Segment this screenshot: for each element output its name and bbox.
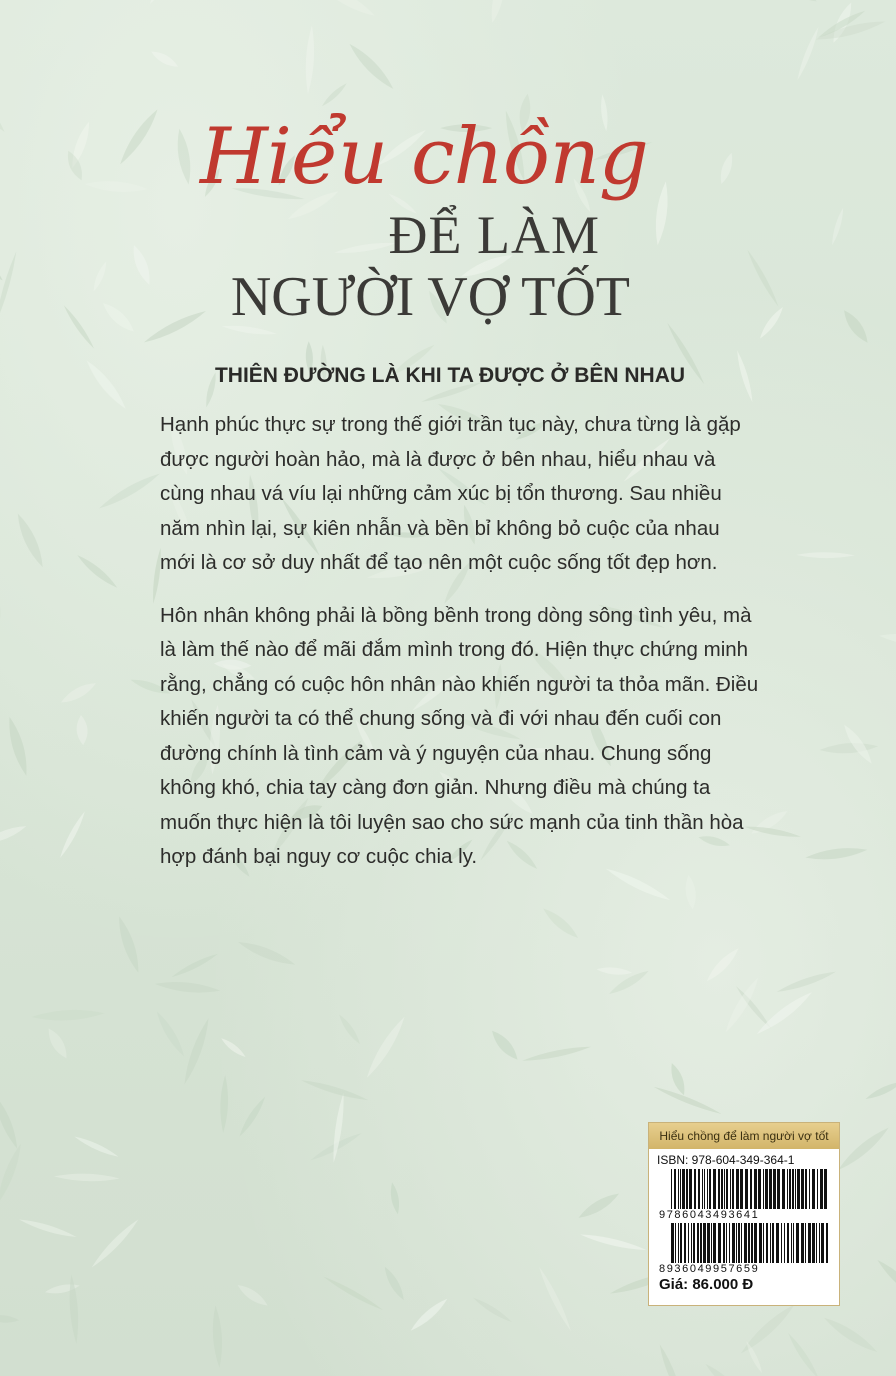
leaf-shape	[73, 1134, 120, 1160]
leaf-shape	[819, 741, 878, 755]
barcode-bar	[738, 1223, 740, 1263]
barcode-bar	[763, 1223, 764, 1263]
barcode-bar	[784, 1223, 785, 1263]
blurb-paragraph-2: Hôn nhân không phải là bồng bềnh trong dòng sông tình yêu, mà là làm thế nào để mãi đắm mình trong đó. Hiện thực chứng minh rằng, chẳng có cuộc hôn nhân nào khiến người ta thỏa mãn. Điều khiến người ta có thể chung sống và đi với nhau đến cuối con đường chính là tình cảm và ý nguyện của nhau. Chung sống không khó, chia tay càng đơn giản. Nhưng điều mà chúng ta muốn thực hiện là tôi luyện sao cho sức mạnh của tinh thần hòa hợp đánh bại nguy cơ cuộc chia ly.	[160, 603, 759, 868]
leaf-shape	[757, 305, 786, 340]
leaf-shape	[83, 358, 129, 412]
title-line-2: NGƯỜI VỢ TỐT	[230, 266, 630, 328]
barcode-bar	[703, 1223, 706, 1263]
leaf-shape	[0, 1142, 25, 1205]
leaf-shape	[796, 552, 855, 558]
barcode-bar	[795, 1169, 796, 1209]
barcode-bar	[787, 1169, 788, 1209]
barcode-bar	[772, 1223, 774, 1263]
barcode-bar	[791, 1223, 792, 1263]
barcode-bar	[812, 1169, 815, 1209]
isbn-text: ISBN: 978-604-349-364-1	[657, 1153, 795, 1167]
leaf-shape	[653, 181, 671, 246]
leaf-shape	[236, 938, 297, 970]
barcode-bar	[792, 1169, 794, 1209]
barcode-bar	[754, 1223, 757, 1263]
leaf-shape	[795, 26, 821, 82]
barcode-bar	[726, 1169, 728, 1209]
barcode-bar	[718, 1169, 720, 1209]
barcode-bar	[750, 1169, 752, 1209]
barcode-bar	[748, 1223, 750, 1263]
barcode-bar	[745, 1169, 748, 1209]
leaf-shape	[149, 48, 180, 70]
leaf-shape	[835, 1124, 892, 1174]
leaf-shape	[805, 845, 868, 862]
barcode-bar	[707, 1169, 708, 1209]
leaf-shape	[722, 975, 762, 1034]
leaf-shape	[0, 822, 28, 847]
leaf-shape	[304, 25, 316, 94]
leaf-shape	[652, 1084, 722, 1116]
leaf-shape	[576, 1189, 622, 1222]
barcode-bar	[801, 1223, 804, 1263]
barcode-bar	[796, 1223, 799, 1263]
leaf-shape	[0, 72, 9, 135]
leaf-shape	[59, 679, 99, 707]
leaf-shape	[874, 1257, 896, 1305]
leaf-shape	[170, 951, 219, 979]
barcode-bar	[730, 1169, 731, 1209]
barcode-bar	[709, 1169, 711, 1209]
leaf-shape	[522, 1044, 592, 1064]
leaf-shape	[337, 1013, 363, 1046]
barcode-bar	[759, 1223, 762, 1263]
leaf-shape	[146, 0, 195, 7]
leaf-shape	[142, 307, 208, 346]
barcode-bar	[697, 1223, 699, 1263]
leaf-shape	[657, 1343, 685, 1376]
leaf-shape	[840, 307, 872, 346]
barcode-bar	[671, 1223, 674, 1263]
leaf-shape	[322, 1274, 384, 1312]
barcode-bar	[765, 1169, 768, 1209]
leaf-shape	[76, 715, 89, 746]
leaf-shape	[579, 1231, 647, 1253]
leaf-shape	[381, 1265, 407, 1302]
barcode-bar	[721, 1169, 723, 1209]
barcode-bar	[723, 1223, 725, 1263]
title-line-1: ĐỂ LÀM	[388, 205, 600, 265]
barcode-bar	[713, 1169, 716, 1209]
blurb-paragraph-1: Hạnh phúc thực sự trong thế giới trần tục này, chưa từng là gặp được người hoàn hảo, mà là được ở bên nhau, hiểu nhau và cùng nhau vá víu lại những cảm xúc bị tổn thương. Sau nhiều năm nhìn lại, sự kiên nhẫn và bền bỉ không bỏ cuộc của nhau mới là cơ sở duy nhất để tạo nên một cuộc sống tốt đẹp hơn.	[160, 413, 741, 574]
leaf-shape	[596, 966, 632, 976]
barcode-bar	[713, 1223, 716, 1263]
barcode-bar	[702, 1169, 703, 1209]
barcode-bar	[773, 1169, 776, 1209]
barcode-bar	[726, 1223, 727, 1263]
barcode-bar	[675, 1223, 676, 1263]
leaf-shape	[363, 1014, 409, 1080]
barcode-bar	[736, 1169, 739, 1209]
barcode-bar	[820, 1169, 823, 1209]
barcode-bar	[732, 1223, 735, 1263]
leaf-shape	[129, 243, 154, 286]
ean-barcode	[671, 1223, 831, 1263]
leaf-shape	[320, 81, 348, 108]
barcode-bar	[736, 1223, 737, 1263]
leaf-shape	[18, 1217, 77, 1241]
leaf-shape	[116, 107, 161, 167]
barcode-bar	[793, 1223, 794, 1263]
isbn-barcode	[671, 1169, 831, 1209]
barcode-bar	[741, 1223, 742, 1263]
leaf-shape	[4, 715, 31, 777]
leaf-shape	[174, 128, 194, 185]
barcode-bar	[678, 1223, 679, 1263]
barcode-bar	[805, 1169, 807, 1209]
barcode-bar	[688, 1223, 689, 1263]
barcode-bar	[686, 1169, 688, 1209]
barcode-bar	[787, 1223, 789, 1263]
leaf-shape	[315, 0, 378, 20]
barcode-bar	[812, 1223, 815, 1263]
leaf-shape	[153, 1010, 187, 1059]
price: Giá: 86.000 Đ	[659, 1276, 754, 1293]
barcode-bar	[816, 1223, 817, 1263]
leaf-shape	[0, 1093, 21, 1150]
barcode-bar	[769, 1169, 772, 1209]
leaf-shape	[488, 0, 508, 24]
blurb-text	[160, 408, 760, 893]
barcode-bar	[740, 1169, 743, 1209]
leaf-shape	[776, 968, 838, 995]
barcode-bar	[691, 1223, 692, 1263]
barcode-bar	[700, 1223, 702, 1263]
barcode-bar	[684, 1223, 686, 1263]
barcode-bar	[817, 1169, 818, 1209]
leaf-shape	[180, 1017, 212, 1087]
leaf-shape	[97, 470, 162, 512]
leaf-shape	[13, 511, 48, 569]
leaf-shape	[346, 40, 397, 92]
barcode-bar	[766, 1223, 768, 1263]
leaf-shape	[408, 1296, 450, 1334]
leaf-shape	[219, 1036, 247, 1060]
leaf-shape	[786, 1331, 822, 1376]
barcode-bar	[689, 1169, 692, 1209]
leaf-shape	[54, 1173, 120, 1183]
barcode-bar	[704, 1169, 705, 1209]
barcode-bar	[808, 1223, 811, 1263]
leaf-shape	[211, 1305, 224, 1368]
barcode-bar	[824, 1169, 827, 1209]
leaf-shape	[703, 1361, 746, 1376]
barcode-bar	[693, 1223, 695, 1263]
barcode-bar	[758, 1169, 761, 1209]
leaf-shape	[878, 631, 896, 650]
barcode-bar	[770, 1223, 771, 1263]
barcode-bar	[801, 1169, 804, 1209]
leaf-shape	[472, 1295, 514, 1324]
barcode-bar	[744, 1223, 747, 1263]
barcode-bar	[809, 1169, 810, 1209]
leaf-shape	[540, 905, 581, 942]
ean-barcode-digits: 8936049957659	[659, 1263, 760, 1275]
barcode-bar	[819, 1223, 820, 1263]
leaf-shape	[75, 552, 120, 590]
barcode-bar	[805, 1223, 806, 1263]
leaf-shape	[0, 254, 5, 283]
leaf-shape	[154, 979, 220, 995]
leaf-shape	[717, 151, 735, 185]
leaf-shape	[536, 1265, 573, 1332]
leaf-shape	[99, 299, 137, 336]
leaf-shape	[114, 915, 143, 975]
leaf-shape	[703, 945, 741, 984]
barcode-bar	[754, 1169, 757, 1209]
barcode-bar	[680, 1223, 682, 1263]
leaf-shape	[331, 1092, 347, 1163]
leaf-shape	[830, 207, 846, 246]
barcode-bar	[732, 1169, 734, 1209]
barcode-bar	[678, 1169, 679, 1209]
leaf-shape	[91, 260, 109, 293]
leaf-shape	[754, 988, 815, 1037]
title-script: Hiểu chồng	[200, 112, 648, 202]
leaf-shape	[821, 1314, 879, 1356]
barcode-bar	[711, 1223, 712, 1263]
barcode-bar	[781, 1223, 782, 1263]
leaf-shape	[58, 810, 88, 859]
barcode-bar	[751, 1223, 753, 1263]
subtitle: THIÊN ĐƯỜNG LÀ KHI TA ĐƯỢC Ở BÊN NHAU	[214, 364, 686, 387]
barcode-bar	[671, 1169, 672, 1209]
barcode-bar	[782, 1169, 785, 1209]
barcode-bar	[718, 1223, 721, 1263]
leaf-shape	[89, 1217, 141, 1270]
leaf-shape	[745, 248, 781, 308]
barcode-bar	[797, 1169, 800, 1209]
isbn-barcode-digits: 9786043493641	[659, 1209, 760, 1221]
leaf-shape	[237, 1095, 268, 1138]
leaf-shape	[219, 1075, 229, 1133]
leaf-shape	[0, 1314, 20, 1324]
barcode-bar	[826, 1223, 828, 1263]
barcode-bar	[777, 1169, 780, 1209]
leaf-shape	[235, 1281, 270, 1309]
leaf-shape	[0, 251, 19, 324]
barcode-bar	[763, 1169, 764, 1209]
barcode-bar	[789, 1169, 791, 1209]
leaf-shape	[31, 1008, 104, 1022]
leaf-shape	[488, 1027, 521, 1063]
barcode-label-title: Hiểu chồng để làm người vợ tốt	[649, 1123, 839, 1149]
barcode-bar	[694, 1169, 696, 1209]
leaf-shape	[44, 1026, 71, 1062]
leaf-shape	[864, 1079, 896, 1102]
leaf-shape	[84, 179, 148, 194]
leaf-shape	[62, 304, 96, 350]
leaf-shape	[389, 1182, 402, 1215]
barcode-bar	[821, 1223, 824, 1263]
barcode-label	[648, 1122, 840, 1306]
leaf-shape	[0, 576, 3, 621]
barcode-bar	[724, 1169, 725, 1209]
leaf-shape	[783, 0, 819, 5]
leaf-shape	[738, 1301, 798, 1357]
barcode-bar	[729, 1223, 730, 1263]
leaf-shape	[300, 1077, 369, 1103]
barcode-bar	[776, 1223, 779, 1263]
barcode-bar	[682, 1169, 685, 1209]
barcode-bar	[680, 1169, 681, 1209]
barcode-bar	[698, 1169, 700, 1209]
barcode-bar	[674, 1169, 676, 1209]
barcode-bar	[707, 1223, 710, 1263]
